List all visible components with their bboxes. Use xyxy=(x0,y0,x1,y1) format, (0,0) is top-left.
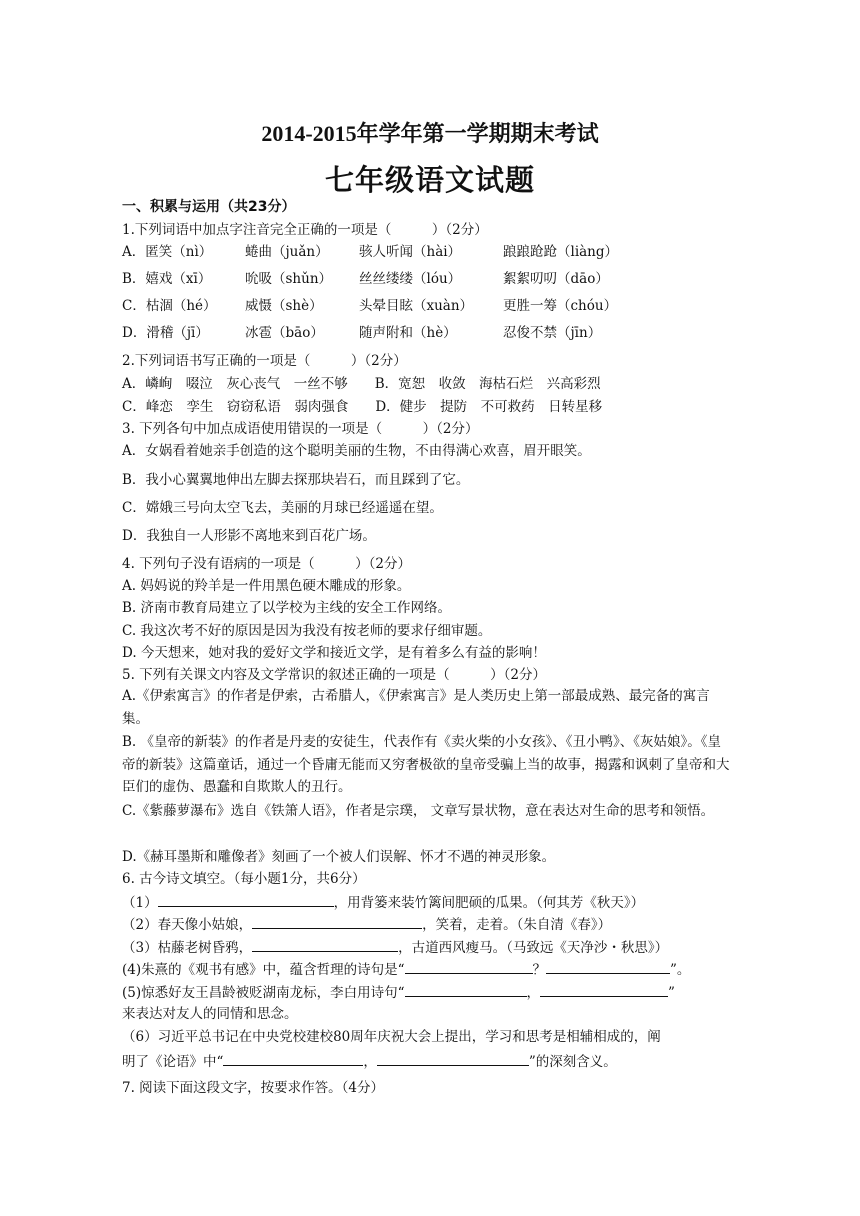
q6-item-5-mid: ， xyxy=(526,985,541,1001)
q1-option: 随声附和（hè） xyxy=(359,325,457,341)
q6-item-4-suffix: ”。 xyxy=(670,962,691,978)
exam-subtitle: 七年级语文试题 xyxy=(324,163,535,197)
q6-item-5-prefix: (5)惊悉好友王昌龄被贬湖南龙标，李白用诗句“ xyxy=(122,985,405,1001)
q1-option: 头晕目眩（xuàn） xyxy=(359,298,474,314)
q6-item-6-prefix: 明了《论语》中“ xyxy=(122,1054,224,1070)
q6-item-1-suffix: ，用背篓来装竹篱间肥硕的瓜果。（何其芳《秋天》） xyxy=(333,895,645,911)
q4-option-d: D. 今天想来，她对我的爱好文学和接近文学，是有着多么有益的影响！ xyxy=(122,645,546,661)
q6-item-6-mid: ， xyxy=(363,1054,377,1070)
q2-options-ab: A．嶙峋 啜泣 灰心丧气 一丝不够 B．宽恕 收敛 海枯石烂 兴高彩烈 xyxy=(122,376,601,392)
q5-stem: 5. 下列有关课文内容及文学常识的叙述正确的一项是（ ）（2分） xyxy=(122,667,547,683)
q6-item-5-cont: 来表达对友人的同情和思念。 xyxy=(122,1006,298,1022)
q1-option: 骇人听闻（hài） xyxy=(359,244,462,260)
q1-option: 忍俊不禁（jīn） xyxy=(503,325,602,341)
q4-option-b: B. 济南市教育局建立了以学校为主线的安全工作网络。 xyxy=(122,600,452,616)
q6-item-5-suffix: ” xyxy=(668,985,675,1001)
answer-blank[interactable] xyxy=(540,983,668,997)
q6-item-2-suffix: ，笑着，走着。（朱自清《春》） xyxy=(422,917,612,933)
q1-option: 絮絮叨叨（dāo） xyxy=(503,271,609,287)
q6-item-4-mid: ？ xyxy=(532,962,547,978)
exam-title: 2014-2015年学年第一学期期末考试 xyxy=(261,121,599,146)
q1-option: 吮吸（shǔn） xyxy=(245,271,333,287)
answer-blank[interactable] xyxy=(252,938,398,952)
q6-item-1-prefix: （1） xyxy=(122,895,158,911)
answer-blank[interactable] xyxy=(377,1052,529,1066)
q1-option: 蜷曲（juǎn） xyxy=(245,244,329,260)
q4-option-a: A. 妈妈说的羚羊是一件用黑色硬木雕成的形象。 xyxy=(122,578,411,594)
answer-blank[interactable] xyxy=(546,960,670,974)
q1-option: 冰雹（bāo） xyxy=(245,325,324,341)
answer-blank[interactable] xyxy=(405,983,527,997)
q3-stem: 3. 下列各句中加点成语使用错误的一项是（ ）（2分） xyxy=(122,421,479,437)
q6-item-3-prefix: （3）枯藤老树昏鸦， xyxy=(122,940,253,956)
q6-item-2-prefix: （2）春天像小姑娘， xyxy=(122,917,253,933)
q6-stem: 6. 古今诗文填空。（每小题1分，共6分） xyxy=(122,871,366,887)
q6-item-1 xyxy=(122,893,644,912)
answer-blank[interactable] xyxy=(252,915,422,929)
q3-option-c: C．嫦娥三号向太空飞去，美丽的月球已经遥遥在望。 xyxy=(122,500,443,516)
q6-item-6-cont xyxy=(122,1052,617,1071)
q2-stem: 2.下列词语书写正确的一项是（ ）（2分） xyxy=(122,353,407,369)
q5-option-d: D.《赫耳墨斯和雕像者》刻画了一个被人们误解、怀才不遇的神灵形象。 xyxy=(122,849,556,865)
q1-option: 踉踉跄跄（liàng） xyxy=(503,244,619,260)
q6-item-6-suffix: ”的深刻含义。 xyxy=(528,1054,617,1070)
answer-blank[interactable] xyxy=(158,893,334,907)
q6-item-2 xyxy=(122,915,611,934)
q6-item-5 xyxy=(122,983,675,1002)
q4-stem: 4. 下列句子没有语病的一项是（ ）（2分） xyxy=(122,556,412,572)
q3-option-d: D．我独自一人形影不离地来到百花广场。 xyxy=(122,528,376,544)
answer-blank[interactable] xyxy=(223,1052,363,1066)
q1-option: 威慑（shè） xyxy=(245,298,323,314)
q1-option: A．匿笑（nì） xyxy=(122,244,213,260)
q4-option-c: C. 我这次考不好的原因是因为我没有按老师的要求仔细审题。 xyxy=(122,623,492,639)
q1-option: 更胜一筹（chóu） xyxy=(503,298,618,314)
q2-options-cd: C．峰恋 孪生 窃窃私语 弱肉强食 D．健步 提防 不可救药 日转星移 xyxy=(122,399,603,415)
q1-option: D．滑稽（jī） xyxy=(122,325,209,341)
q6-item-4-prefix: (4)朱熹的《观书有感》中，蕴含哲理的诗句是“ xyxy=(122,962,405,978)
q3-option-a: A．女娲看着她亲手创造的这个聪明美丽的生物，不由得满心欢喜，眉开眼笑。 xyxy=(122,443,591,459)
q5-option-c: C.《紫藤萝瀑布》选自《铁箫人语》，作者是宗璞， 文章写景状物，意在表达对生命的思考和领悟。 xyxy=(122,803,715,819)
section-heading: 一、积累与运用（共23分） xyxy=(122,199,296,215)
q1-option: B．嬉戏（xī） xyxy=(122,271,212,287)
q7-stem: 7. 阅读下面这段文字，按要求作答。（4分） xyxy=(122,1080,385,1096)
q5-option-a: A.《伊索寓言》的作者是伊索，古希腊人，《伊索寓言》是人类历史上第一部最成熟、最完备的寓言集。 xyxy=(122,688,710,727)
q1-stem: 1.下列词语中加点字注音完全正确的一项是（ ）（2分） xyxy=(122,222,488,238)
answer-blank[interactable] xyxy=(405,960,533,974)
q1-option: C．枯涸（hé） xyxy=(122,298,217,314)
q6-item-6: （6）习近平总书记在中央党校建校80周年庆祝大会上提出，学习和思考是相辅相成的，阐 xyxy=(122,1029,661,1045)
q5-option-b: B. 《皇帝的新装》的作者是丹麦的安徒生，代表作有《卖火柴的小女孩》、《丑小鸭》、《灰姑娘》。《皇帝的新装》这篇童话，通过一个昏庸无能而又穷奢极欲的皇帝受骗上当的故事，揭露和讽刺了皇帝和大臣们的虚伪、愚蠢和自欺欺人的丑行。 xyxy=(122,734,730,795)
q6-item-4 xyxy=(122,960,690,979)
q6-item-3-suffix: ，古道西风瘦马。（马致远《天净沙・秋思》） xyxy=(398,940,669,956)
q3-option-b: B．我小心翼翼地伸出左脚去探那块岩石，而且踩到了它。 xyxy=(122,472,470,488)
q6-item-3 xyxy=(122,938,668,957)
q1-option: 丝丝缕缕（lóu） xyxy=(359,271,462,287)
